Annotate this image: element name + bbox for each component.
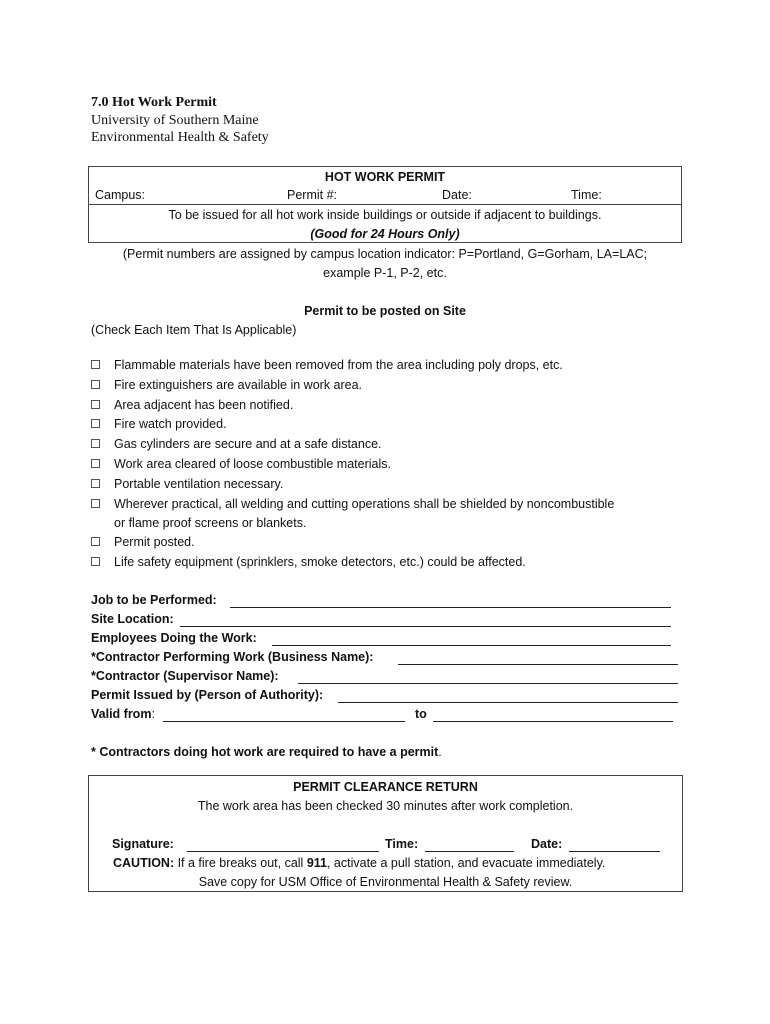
checkbox[interactable] [91,499,100,508]
permit-box-title: HOT WORK PERMIT [324,170,446,184]
clearance-box [88,775,683,892]
checkbox[interactable] [91,479,100,488]
clearance-date-label: Date: [531,837,563,851]
validity-text: Good for 24 Hours Only [314,227,456,241]
checkbox[interactable] [91,419,100,428]
signature-input-line[interactable] [187,851,379,852]
permit-number-label: Permit #: [287,188,338,202]
contractor-note: * Contractors doing hot work are required to have a permit. [91,745,442,759]
caution-text: CAUTION: If a fire breaks out, call 911, activate a pull station, and evacuate immediately. [113,856,606,870]
clearance-checked-text: The work area has been checked 30 minutes after work completion. [197,799,574,813]
checkbox[interactable] [91,459,100,468]
valid-to-label: to [415,707,427,721]
contractor-business-input-line[interactable] [398,664,678,665]
time-label: Time: [571,188,602,202]
checkbox[interactable] [91,380,100,389]
checkbox[interactable] [91,439,100,448]
issued-by-label: Permit Issued by (Person of Authority): [91,688,324,702]
organization-name: University of Southern Maine [91,112,259,128]
permit-note-line-2: example P-1, P-2, etc. [323,266,447,280]
site-location-input-line[interactable] [180,626,671,627]
permit-info-box [88,166,682,243]
check-instruction: (Check Each Item That Is Applicable) [91,323,297,337]
save-copy-text: Save copy for USM Office of Environmental Health & Safety review. [198,875,573,889]
job-label: Job to be Performed: [91,593,217,607]
checkbox[interactable] [91,360,100,369]
checkbox[interactable] [91,537,100,546]
contractor-supervisor-label: *Contractor (Supervisor Name): [91,669,279,683]
valid-from-input-line[interactable] [163,721,405,722]
issued-by-input-line[interactable] [338,702,678,703]
campus-label: Campus: [95,188,146,202]
contractor-supervisor-input-line[interactable] [298,683,678,684]
checkbox[interactable] [91,400,100,409]
document-title: 7.0 Hot Work Permit [91,95,217,110]
department-name: Environmental Health & Safety [91,130,269,145]
valid-from-label: Valid from: [91,707,155,721]
clearance-time-input-line[interactable] [425,851,514,852]
clearance-date-input-line[interactable] [569,851,660,852]
clearance-title: PERMIT CLEARANCE RETURN [293,780,478,794]
employees-input-line[interactable] [272,645,671,646]
valid-to-input-line[interactable] [433,721,673,722]
clearance-time-label: Time: [385,837,419,851]
divider [89,204,681,205]
validity-note: (Good for 24 Hours Only) [310,227,460,241]
document-header [91,94,269,147]
checkbox[interactable] [91,557,100,566]
permit-note-line-1: (Permit numbers are assigned by campus location indicator: P=Portland, G=Gorham, LA=LAC; [122,247,648,261]
job-input-line[interactable] [230,607,671,608]
posted-heading: Permit to be posted on Site [304,304,466,318]
date-label: Date: [442,188,472,202]
signature-label: Signature: [112,837,174,851]
site-location-label: Site Location: [91,612,174,626]
employees-label: Employees Doing the Work: [91,631,257,645]
contractor-business-label: *Contractor Performing Work (Business Name): [91,650,374,664]
permit-instruction: To be issued for all hot work inside buildings or outside if adjacent to buildings. [168,208,602,222]
